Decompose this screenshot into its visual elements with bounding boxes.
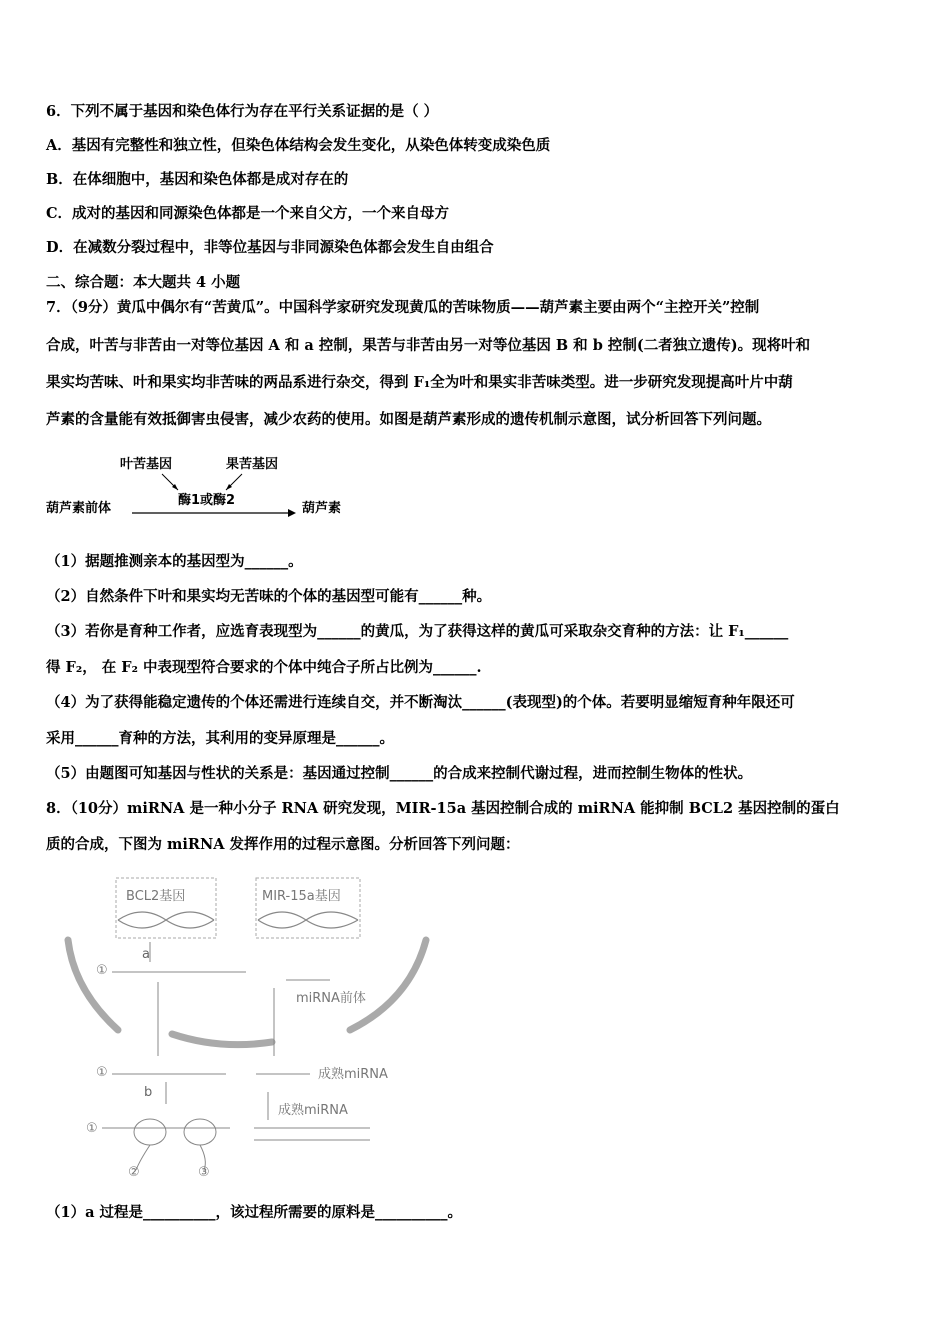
- bcl2-gene-label: BCL2基因: [126, 889, 186, 904]
- process-b-label: b: [144, 1085, 153, 1100]
- q6-option-a: A．基因有完整性和独立性，但染色体结构会发生变化，从染色体转变成染色质: [46, 137, 551, 154]
- q6-stem: 6．下列不属于基因和染色体行为存在平行关系证据的是（ ）: [46, 103, 439, 120]
- peptide-label-3: ③: [198, 1165, 210, 1180]
- pre-mirna-label: miRNA前体: [296, 991, 366, 1006]
- section-heading: 二、综合题：本大题共 4 小题: [46, 274, 241, 291]
- q7-sub-4-cont: 采用______育种的方法，其利用的变异原理是______。: [46, 730, 394, 747]
- mir-gene-box: [256, 878, 360, 938]
- pathway-arrow-head: [288, 509, 296, 517]
- mir-dna-strand-1: [258, 912, 358, 928]
- q7-sub-3-cont: 得 F₂， 在 F₂ 中表现型符合要求的个体中纯合子所占比例为______.: [46, 659, 482, 676]
- q7-sub-1: （1）据题推测亲本的基因型为______。: [46, 553, 303, 570]
- q7-line-3: 果实均苦味、叶和果实均非苦味的两品系进行杂交，得到 F₁全为叶和果实非苦味类型。进一步研究发现提高叶片中葫: [46, 374, 793, 391]
- mirna-process-figure: [40, 870, 460, 1190]
- mir-gene-label: MIR-15a基因: [262, 889, 341, 904]
- q7-line-1: 7．（9分）黄瓜中偶尔有“苦黄瓜”。中国科学家研究发现黄瓜的苦味物质——葫芦素主要由两个“主控开关”控制: [46, 299, 760, 316]
- mir-dna-strand-2: [258, 912, 358, 928]
- q7-sub-3: （3）若你是育种工作者，应选育表现型为______的黄瓜，为了获得这样的黄瓜可采取杂交育种的方法：让 F₁______: [46, 623, 789, 640]
- mature-mirna-label-2: 成熟miRNA: [278, 1103, 348, 1118]
- peptide-label-2: ②: [128, 1165, 140, 1180]
- nuclear-envelope-bottom: [172, 1034, 272, 1045]
- mrna-label-1: ①: [96, 963, 108, 978]
- process-a-label: a: [142, 947, 150, 962]
- product-label: 葫芦素: [302, 501, 342, 516]
- nuclear-envelope-right: [350, 940, 426, 1030]
- enzyme-label: 酶1或酶2: [178, 493, 236, 508]
- q7-sub-2: （2）自然条件下叶和果实均无苦味的个体的基因型可能有______种。: [46, 588, 492, 605]
- q6-option-b: B．在体细胞中，基因和染色体都是成对存在的: [46, 171, 349, 188]
- mrna-label-3: ①: [86, 1121, 98, 1136]
- cucurbitacin-pathway-figure: [46, 452, 376, 527]
- mature-mirna-label-1: 成熟miRNA: [318, 1067, 388, 1082]
- q6-option-d: D．在减数分裂过程中，非等位基因与非同源染色体都会发生自由组合: [46, 239, 494, 256]
- q7-sub-5: （5）由题图可知基因与性状的关系是：基因通过控制______的合成来控制代谢过程，进而控制生物体的性状。: [46, 765, 753, 782]
- ribosome-2: [184, 1119, 216, 1145]
- q8-line-1: 8．（10分）miRNA 是一种小分子 RNA 研究发现，MIR-15a 基因控制合成的 miRNA 能抑制 BCL2 基因控制的蛋白: [46, 800, 840, 817]
- q7-sub-4: （4）为了获得能稳定遗传的个体还需进行连续自交，并不断淘汰______(表现型)的个体。若要明显缩短育种年限还可: [46, 694, 795, 711]
- fruit-bitter-gene-label: 果苦基因: [226, 457, 279, 472]
- q7-line-4: 芦素的含量能有效抵御害虫侵害，减少农药的使用。如图是葫芦素形成的遗传机制示意图，试分析回答下列问题。: [46, 411, 771, 428]
- nuclear-envelope-left: [68, 940, 118, 1030]
- precursor-label: 葫芦素前体: [46, 501, 112, 516]
- bcl2-dna-strand-2: [118, 912, 214, 928]
- q6-option-c: C．成对的基因和同源染色体都是一个来自父方，一个来自母方: [46, 205, 450, 222]
- mrna-label-2: ①: [96, 1065, 108, 1080]
- q8-line-2: 质的合成，下图为 miRNA 发挥作用的过程示意图。分析回答下列问题：: [46, 836, 520, 853]
- leaf-bitter-gene-label: 叶苦基因: [120, 457, 173, 472]
- ribosome-1: [134, 1119, 166, 1145]
- q8-sub-1: （1）a 过程是__________，该过程所需要的原料是__________。: [46, 1204, 463, 1221]
- q7-line-2: 合成，叶苦与非苦由一对等位基因 A 和 a 控制，果苦与非苦由另一对等位基因 B 和 b 控制(二者独立遗传)。现将叶和: [46, 337, 811, 354]
- bcl2-gene-box: [116, 878, 216, 938]
